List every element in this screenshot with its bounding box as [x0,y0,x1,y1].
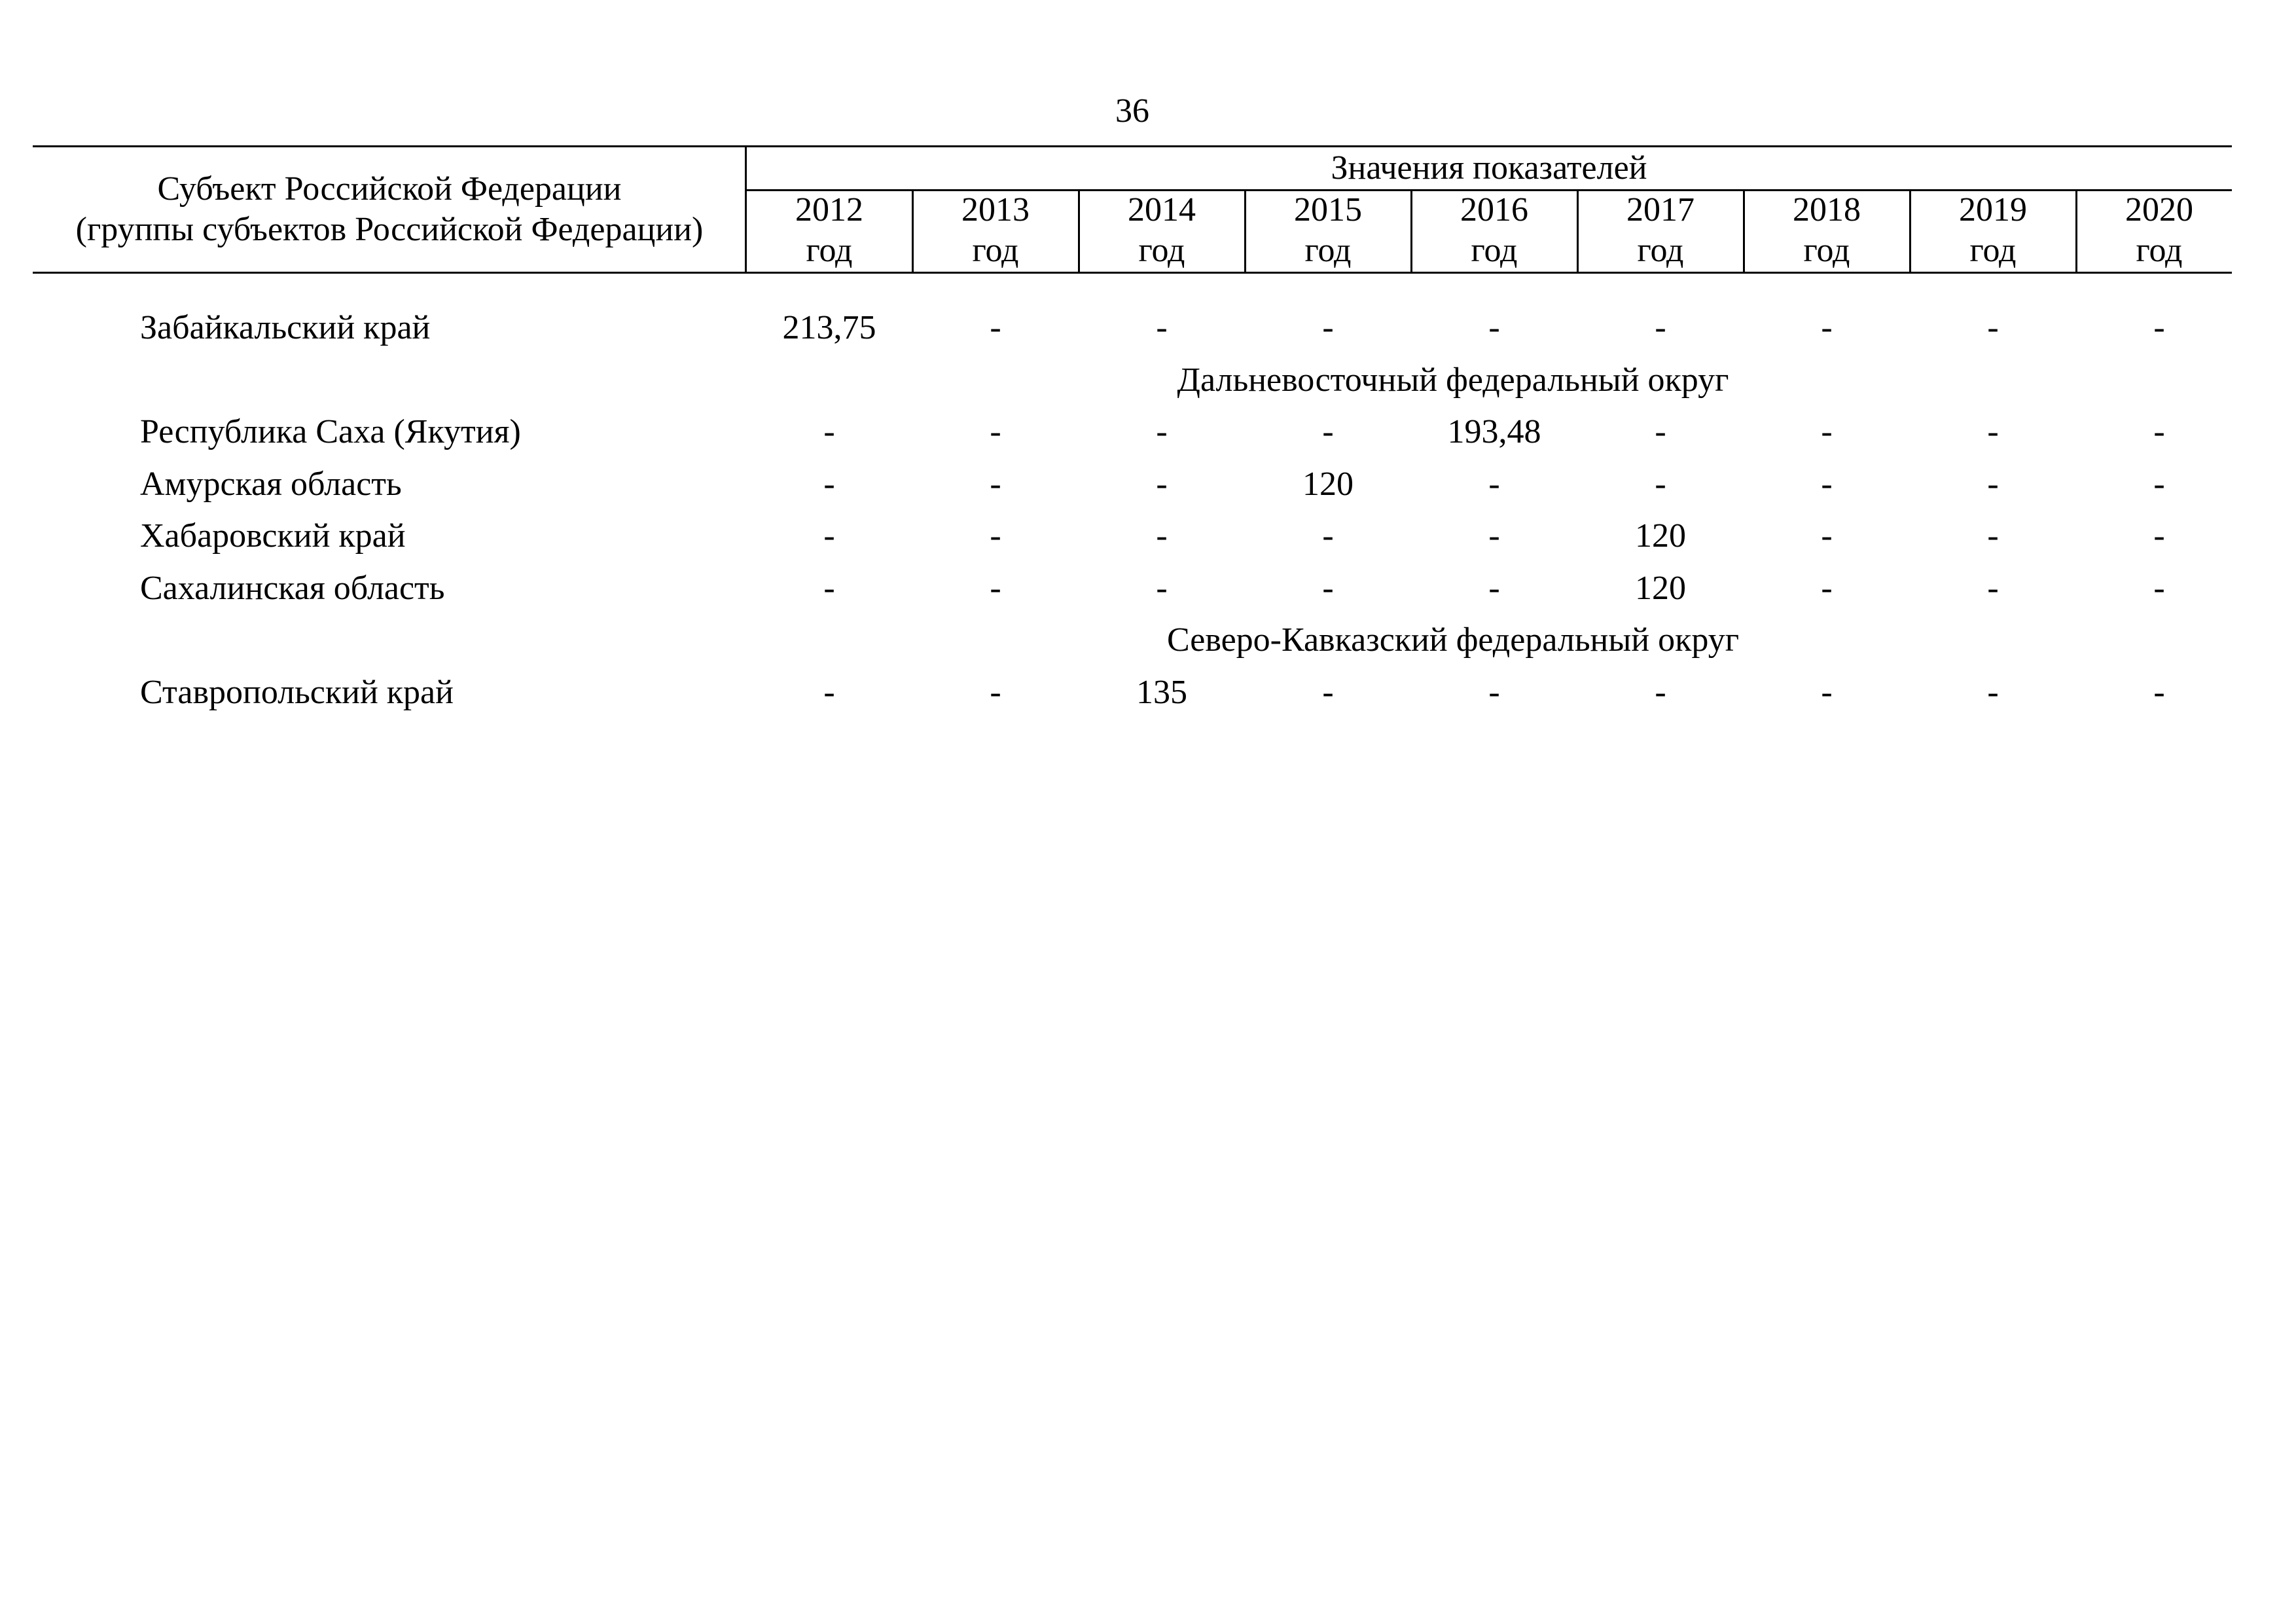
value-cell: - [1987,413,1999,450]
value-cell: - [1322,413,1334,450]
value-cell: - [2153,570,2165,607]
value-cell: 135 [1136,674,1187,711]
value-cell: - [1322,570,1334,607]
value-cell: - [2153,465,2165,503]
year-unit: год [1471,232,1518,269]
value-cell: - [1821,674,1833,711]
value-cell: - [823,674,835,711]
value-cell: - [1488,309,1500,346]
value-cell: 120 [1635,517,1686,555]
year-unit: год [1803,232,1850,269]
value-cell: - [1655,413,1666,450]
value-cell: - [990,465,1001,503]
value-cell: - [1821,465,1833,503]
value-cell: - [990,309,1001,346]
page-number: 36 [1115,92,1149,130]
value-cell: - [990,570,1001,607]
year-label: 2013 [961,191,1030,228]
value-cell: - [1322,517,1334,555]
row-label: Сахалинская область [140,570,445,607]
value-cell: - [2153,517,2165,555]
value-cell: - [1987,570,1999,607]
value-cell: - [823,465,835,503]
value-cell: - [2153,674,2165,711]
year-unit: год [1138,232,1185,269]
subject-header-line2: (группы субъектов Российской Федерации) [75,211,704,248]
year-unit: год [2136,232,2183,269]
year-label: 2020 [2125,191,2193,228]
value-cell: - [823,570,835,607]
value-cell: 193,48 [1447,413,1541,450]
value-cell: - [1821,517,1833,555]
group-title: Северо-Кавказский федеральный округ [1166,621,1740,659]
year-unit: год [1969,232,2017,269]
value-cell: - [1156,413,1168,450]
row-label: Ставропольский край [140,674,454,711]
value-cell: - [2153,309,2165,346]
row-label: Республика Саха (Якутия) [140,413,521,450]
year-label: 2019 [1959,191,2027,228]
values-header: Значения показателей [1331,149,1647,187]
value-cell: - [1821,413,1833,450]
value-cell: - [1987,309,1999,346]
year-label: 2015 [1294,191,1362,228]
value-cell: - [1655,465,1666,503]
year-unit: год [1304,232,1352,269]
value-cell: - [990,517,1001,555]
value-cell: - [1987,674,1999,711]
value-cell: - [1488,465,1500,503]
year-label: 2014 [1128,191,1196,228]
value-cell: - [1156,309,1168,346]
value-cell: - [1655,674,1666,711]
row-label: Хабаровский край [140,517,406,555]
value-cell: - [1156,465,1168,503]
year-label: 2018 [1793,191,1861,228]
group-title: Дальневосточный федеральный округ [1177,361,1729,399]
subject-header-line1: Субъект Российской Федерации [157,170,622,208]
value-cell: - [1987,465,1999,503]
value-cell: 213,75 [782,309,876,346]
value-cell: - [823,413,835,450]
year-unit: год [1637,232,1684,269]
value-cell: 120 [1635,570,1686,607]
value-cell: - [1488,570,1500,607]
year-unit: год [806,232,853,269]
table-body [0,0,2296,786]
year-label: 2016 [1460,191,1528,228]
value-cell: - [1156,517,1168,555]
value-cell: - [1322,309,1334,346]
value-cell: - [1488,674,1500,711]
value-cell: - [990,674,1001,711]
value-cell: - [2153,413,2165,450]
value-cell: - [823,517,835,555]
value-cell: - [1655,309,1666,346]
value-cell: - [1488,517,1500,555]
value-cell: - [1322,674,1334,711]
row-label: Амурская область [140,465,402,503]
year-label: 2012 [795,191,863,228]
value-cell: - [1821,570,1833,607]
value-cell: - [1156,570,1168,607]
value-cell: - [990,413,1001,450]
value-cell: 120 [1302,465,1354,503]
year-label: 2017 [1626,191,1695,228]
year-unit: год [972,232,1019,269]
value-cell: - [1987,517,1999,555]
row-label: Забайкальский край [140,309,431,346]
value-cell: - [1821,309,1833,346]
